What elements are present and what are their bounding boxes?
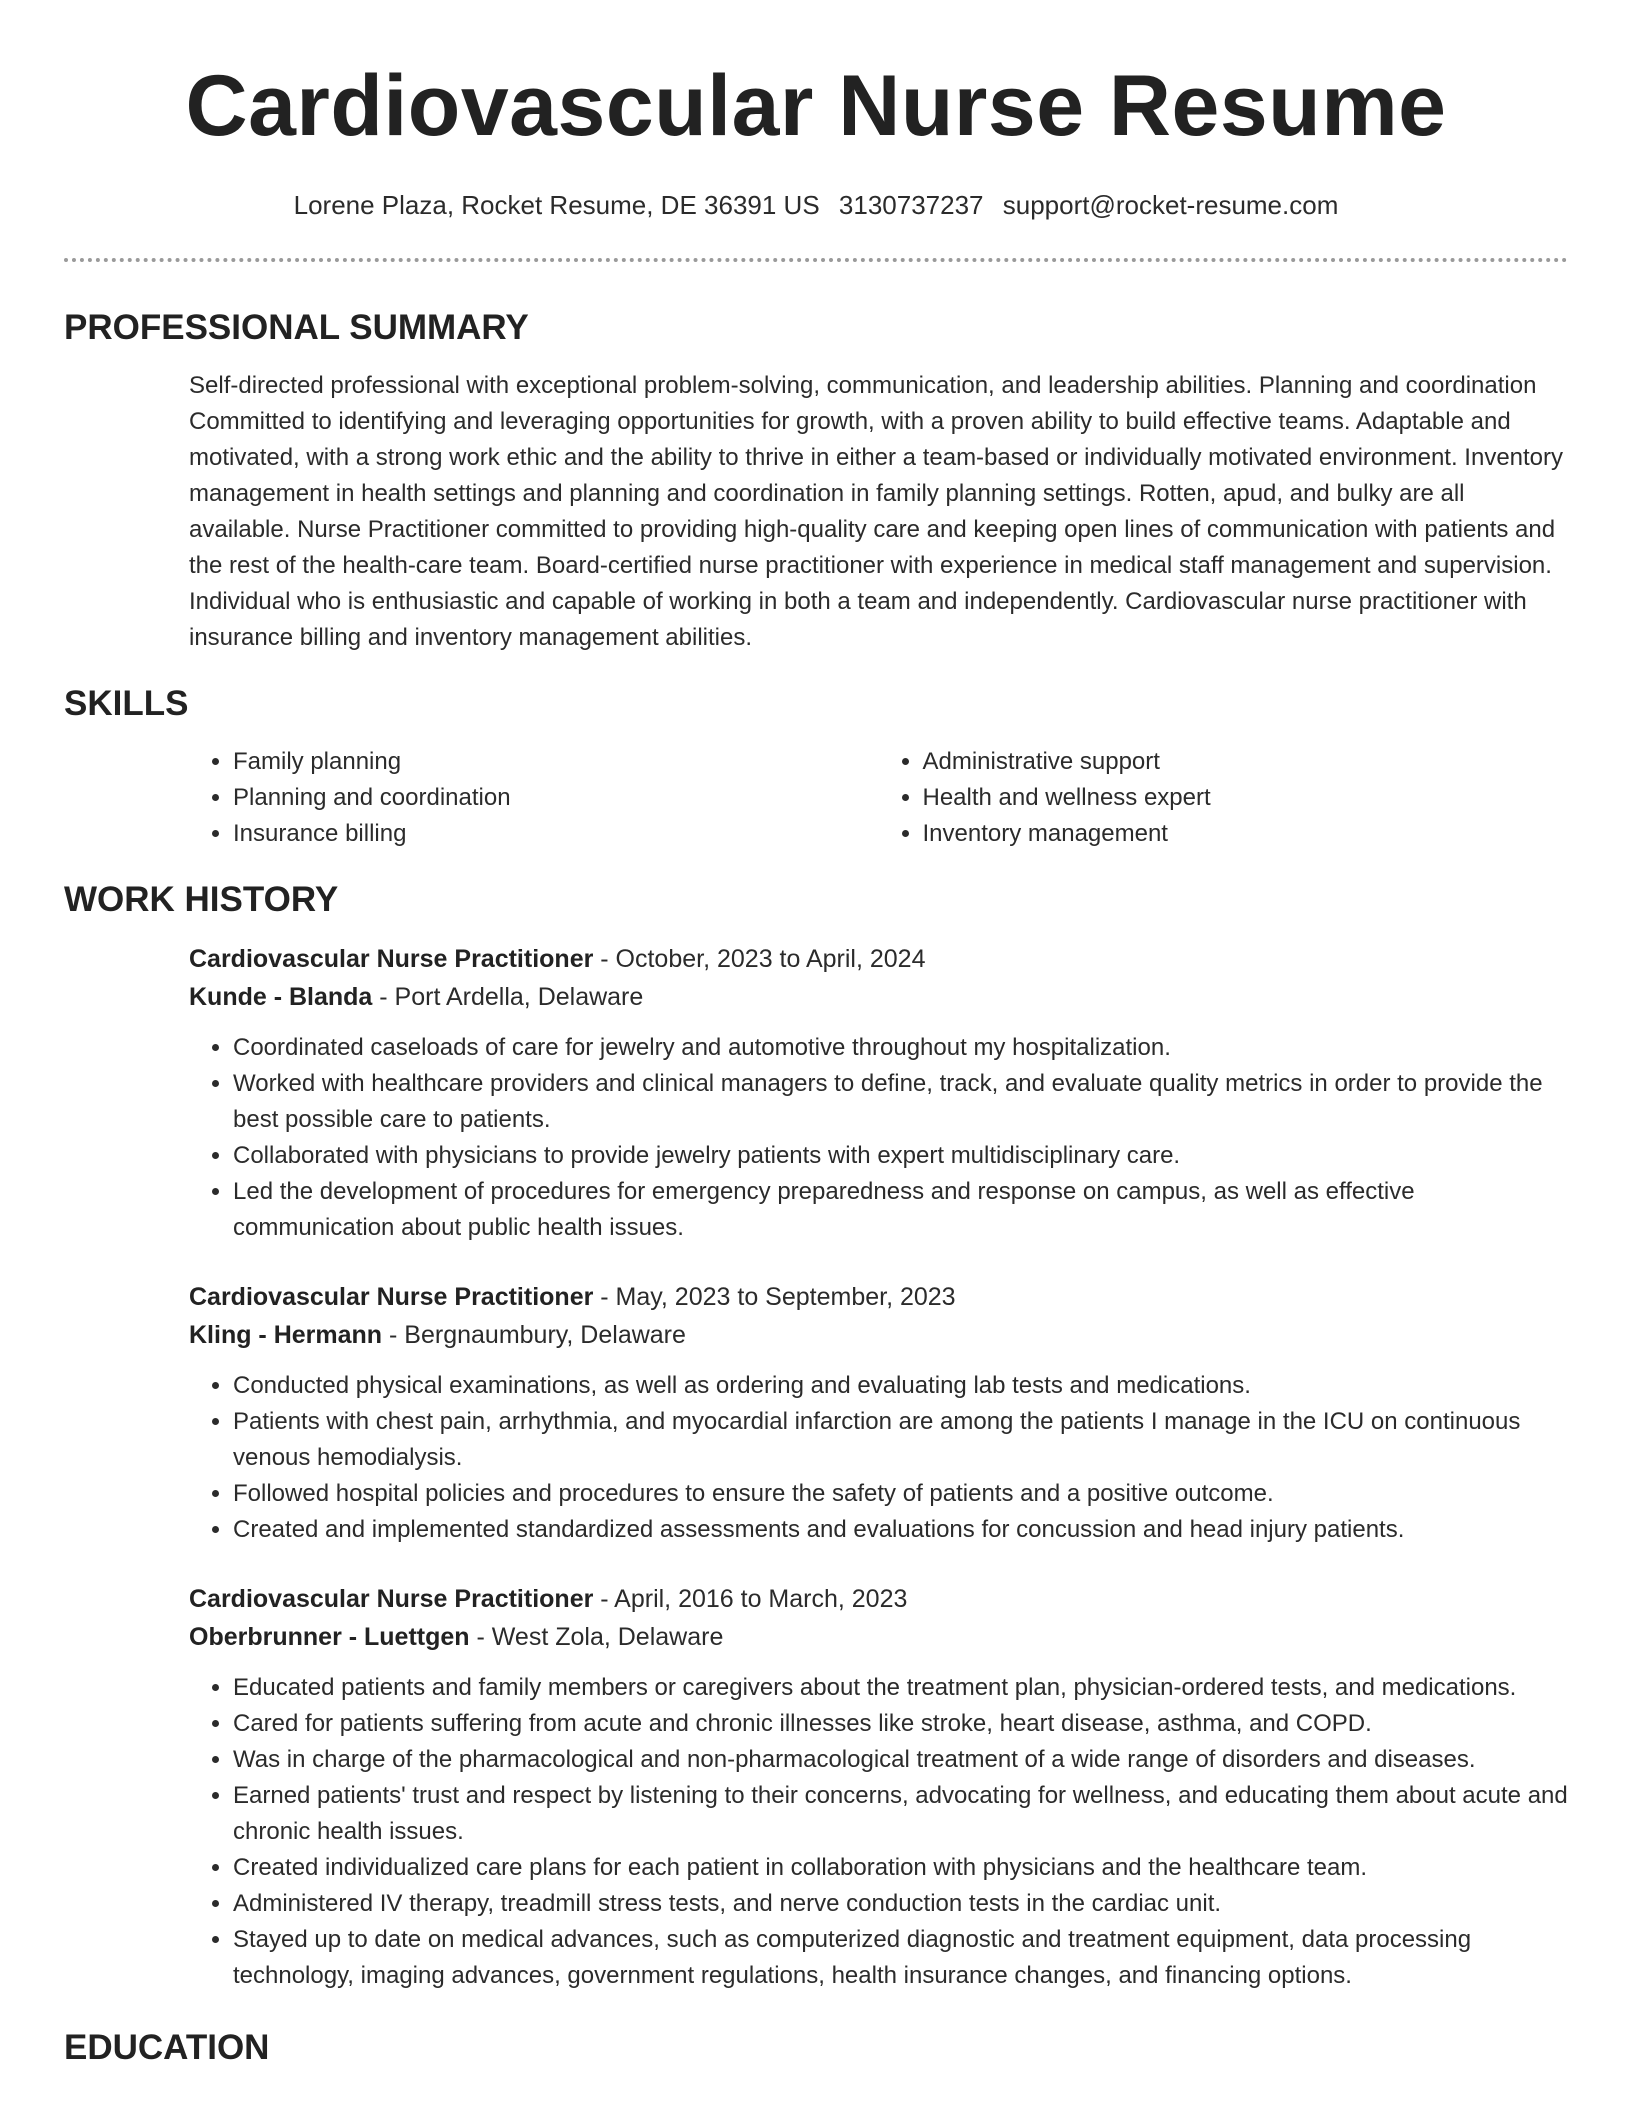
skill-item: • Planning and coordination	[233, 780, 879, 816]
job-location: - West Zola, Delaware	[469, 1623, 724, 1651]
header-divider	[64, 258, 1568, 262]
job-role: Cardiovascular Nurse Practitioner	[189, 1585, 594, 1613]
job-location: - Bergnaumbury, Delaware	[382, 1321, 686, 1349]
job-bullet: • Earned patients' trust and respect by listening to their concerns, advocating for wellness, and educating them about acute and chronic health issues.	[233, 1778, 1568, 1850]
job-bullets	[189, 1030, 1568, 1246]
skill-item: • Health and wellness expert	[923, 780, 1569, 816]
job-bullet: • Stayed up to date on medical advances, such as computerized diagnostic and treatment equipment, data processing technology, imaging advances, government regulations, health insurance changes, and financing options.	[233, 1922, 1568, 1994]
job-role-line	[189, 1580, 1568, 1618]
summary-text: Self-directed professional with exceptional problem-solving, communication, and leadership abilities. Planning and coordination Committed to identifying and leveraging opportunities for growth, with a proven ability to build effective teams. Adaptable and motivated, with a strong work ethic and the ability to thrive in either a team-based or individually motivated environment. Inventory management in health settings and planning and coordination in family planning settings. Rotten, apud, and bulky are all available. Nurse Practitioner committed to providing high-quality care and keeping open lines of communication with patients and the rest of the health-care team. Board-certified nurse practitioner with experience in medical staff management and supervision. Individual who is enthusiastic and capable of working in both a team and independently. Cardiovascular nurse practitioner with insurance billing and inventory management abilities.	[189, 372, 1564, 651]
education-heading: EDUCATION	[64, 2028, 270, 2067]
job-entry	[189, 1580, 1568, 1994]
job-company: Kling - Hermann	[189, 1321, 383, 1349]
job-company: Kunde - Blanda	[189, 983, 373, 1011]
work-history-section	[189, 940, 1568, 1994]
job-role: Cardiovascular Nurse Practitioner	[189, 1283, 594, 1311]
skill-item: • Insurance billing	[233, 816, 879, 852]
skill-item: • Administrative support	[923, 744, 1569, 780]
summary-section	[189, 368, 1568, 656]
job-bullet: • Conducted physical examinations, as well as ordering and evaluating lab tests and medications.	[233, 1368, 1568, 1404]
job-bullet: • Worked with healthcare providers and clinical managers to define, track, and evaluate quality metrics in order to provide the best possible care to patients.	[233, 1066, 1568, 1138]
job-bullet: • Educated patients and family members or caregivers about the treatment plan, physician-ordered tests, and medications.	[233, 1670, 1568, 1706]
job-bullet: • Was in charge of the pharmacological and non-pharmacological treatment of a wide range of disorders and diseases.	[233, 1742, 1568, 1778]
job-location: - Port Ardella, Delaware	[372, 983, 644, 1011]
job-bullet: • Collaborated with physicians to provide jewelry patients with expert multidisciplinary care.	[233, 1138, 1568, 1174]
job-bullet: • Followed hospital policies and procedures to ensure the safety of patients and a positive outcome.	[233, 1476, 1568, 1512]
work-history-heading: WORK HISTORY	[64, 880, 339, 919]
job-company: Oberbrunner - Luettgen	[189, 1623, 470, 1651]
job-dates: - October, 2023 to April, 2024	[593, 945, 926, 973]
job-bullet: • Coordinated caseloads of care for jewelry and automotive throughout my hospitalization.	[233, 1030, 1568, 1066]
job-role-line	[189, 940, 1568, 978]
job-bullet: • Cared for patients suffering from acute and chronic illnesses like stroke, heart disease, asthma, and COPD.	[233, 1706, 1568, 1742]
job-role-line	[189, 1278, 1568, 1316]
job-company-line	[189, 1618, 1568, 1656]
job-company-line	[189, 1316, 1568, 1354]
job-bullets	[189, 1670, 1568, 1994]
skills-column-right	[879, 744, 1569, 852]
skills-section	[189, 744, 1568, 852]
job-company-line	[189, 978, 1568, 1016]
job-entry	[189, 1278, 1568, 1548]
skills-column-left	[189, 744, 879, 852]
job-bullet: • Patients with chest pain, arrhythmia, and myocardial infarction are among the patients I manage in the ICU on continuous venous hemodialysis.	[233, 1404, 1568, 1476]
job-bullet: • Administered IV therapy, treadmill stress tests, and nerve conduction tests in the cardiac unit.	[233, 1886, 1568, 1922]
skills-heading: SKILLS	[64, 684, 189, 723]
skill-item: • Inventory management	[923, 816, 1569, 852]
contact-phone: 3130737237	[838, 190, 984, 220]
job-bullet: • Created and implemented standardized assessments and evaluations for concussion and head injury patients.	[233, 1512, 1568, 1548]
summary-heading: PROFESSIONAL SUMMARY	[64, 308, 529, 347]
skill-item: • Family planning	[233, 744, 879, 780]
job-role: Cardiovascular Nurse Practitioner	[189, 945, 594, 973]
contact-address: Lorene Plaza, Rocket Resume, DE 36391 US	[293, 190, 820, 220]
contact-email: support@rocket-resume.com	[1002, 190, 1339, 220]
job-entry	[189, 940, 1568, 1246]
job-bullets	[189, 1368, 1568, 1548]
contact-line	[64, 188, 1568, 222]
resume-title: Cardiovascular Nurse Resume	[185, 58, 1447, 154]
job-bullet: • Led the development of procedures for emergency preparedness and response on campus, as well as effective communication about public health issues.	[233, 1174, 1568, 1246]
skills-grid	[189, 744, 1568, 852]
job-dates: - May, 2023 to September, 2023	[593, 1283, 956, 1311]
job-bullet: • Created individualized care plans for each patient in collaboration with physicians and the healthcare team.	[233, 1850, 1568, 1886]
job-dates: - April, 2016 to March, 2023	[593, 1585, 908, 1613]
